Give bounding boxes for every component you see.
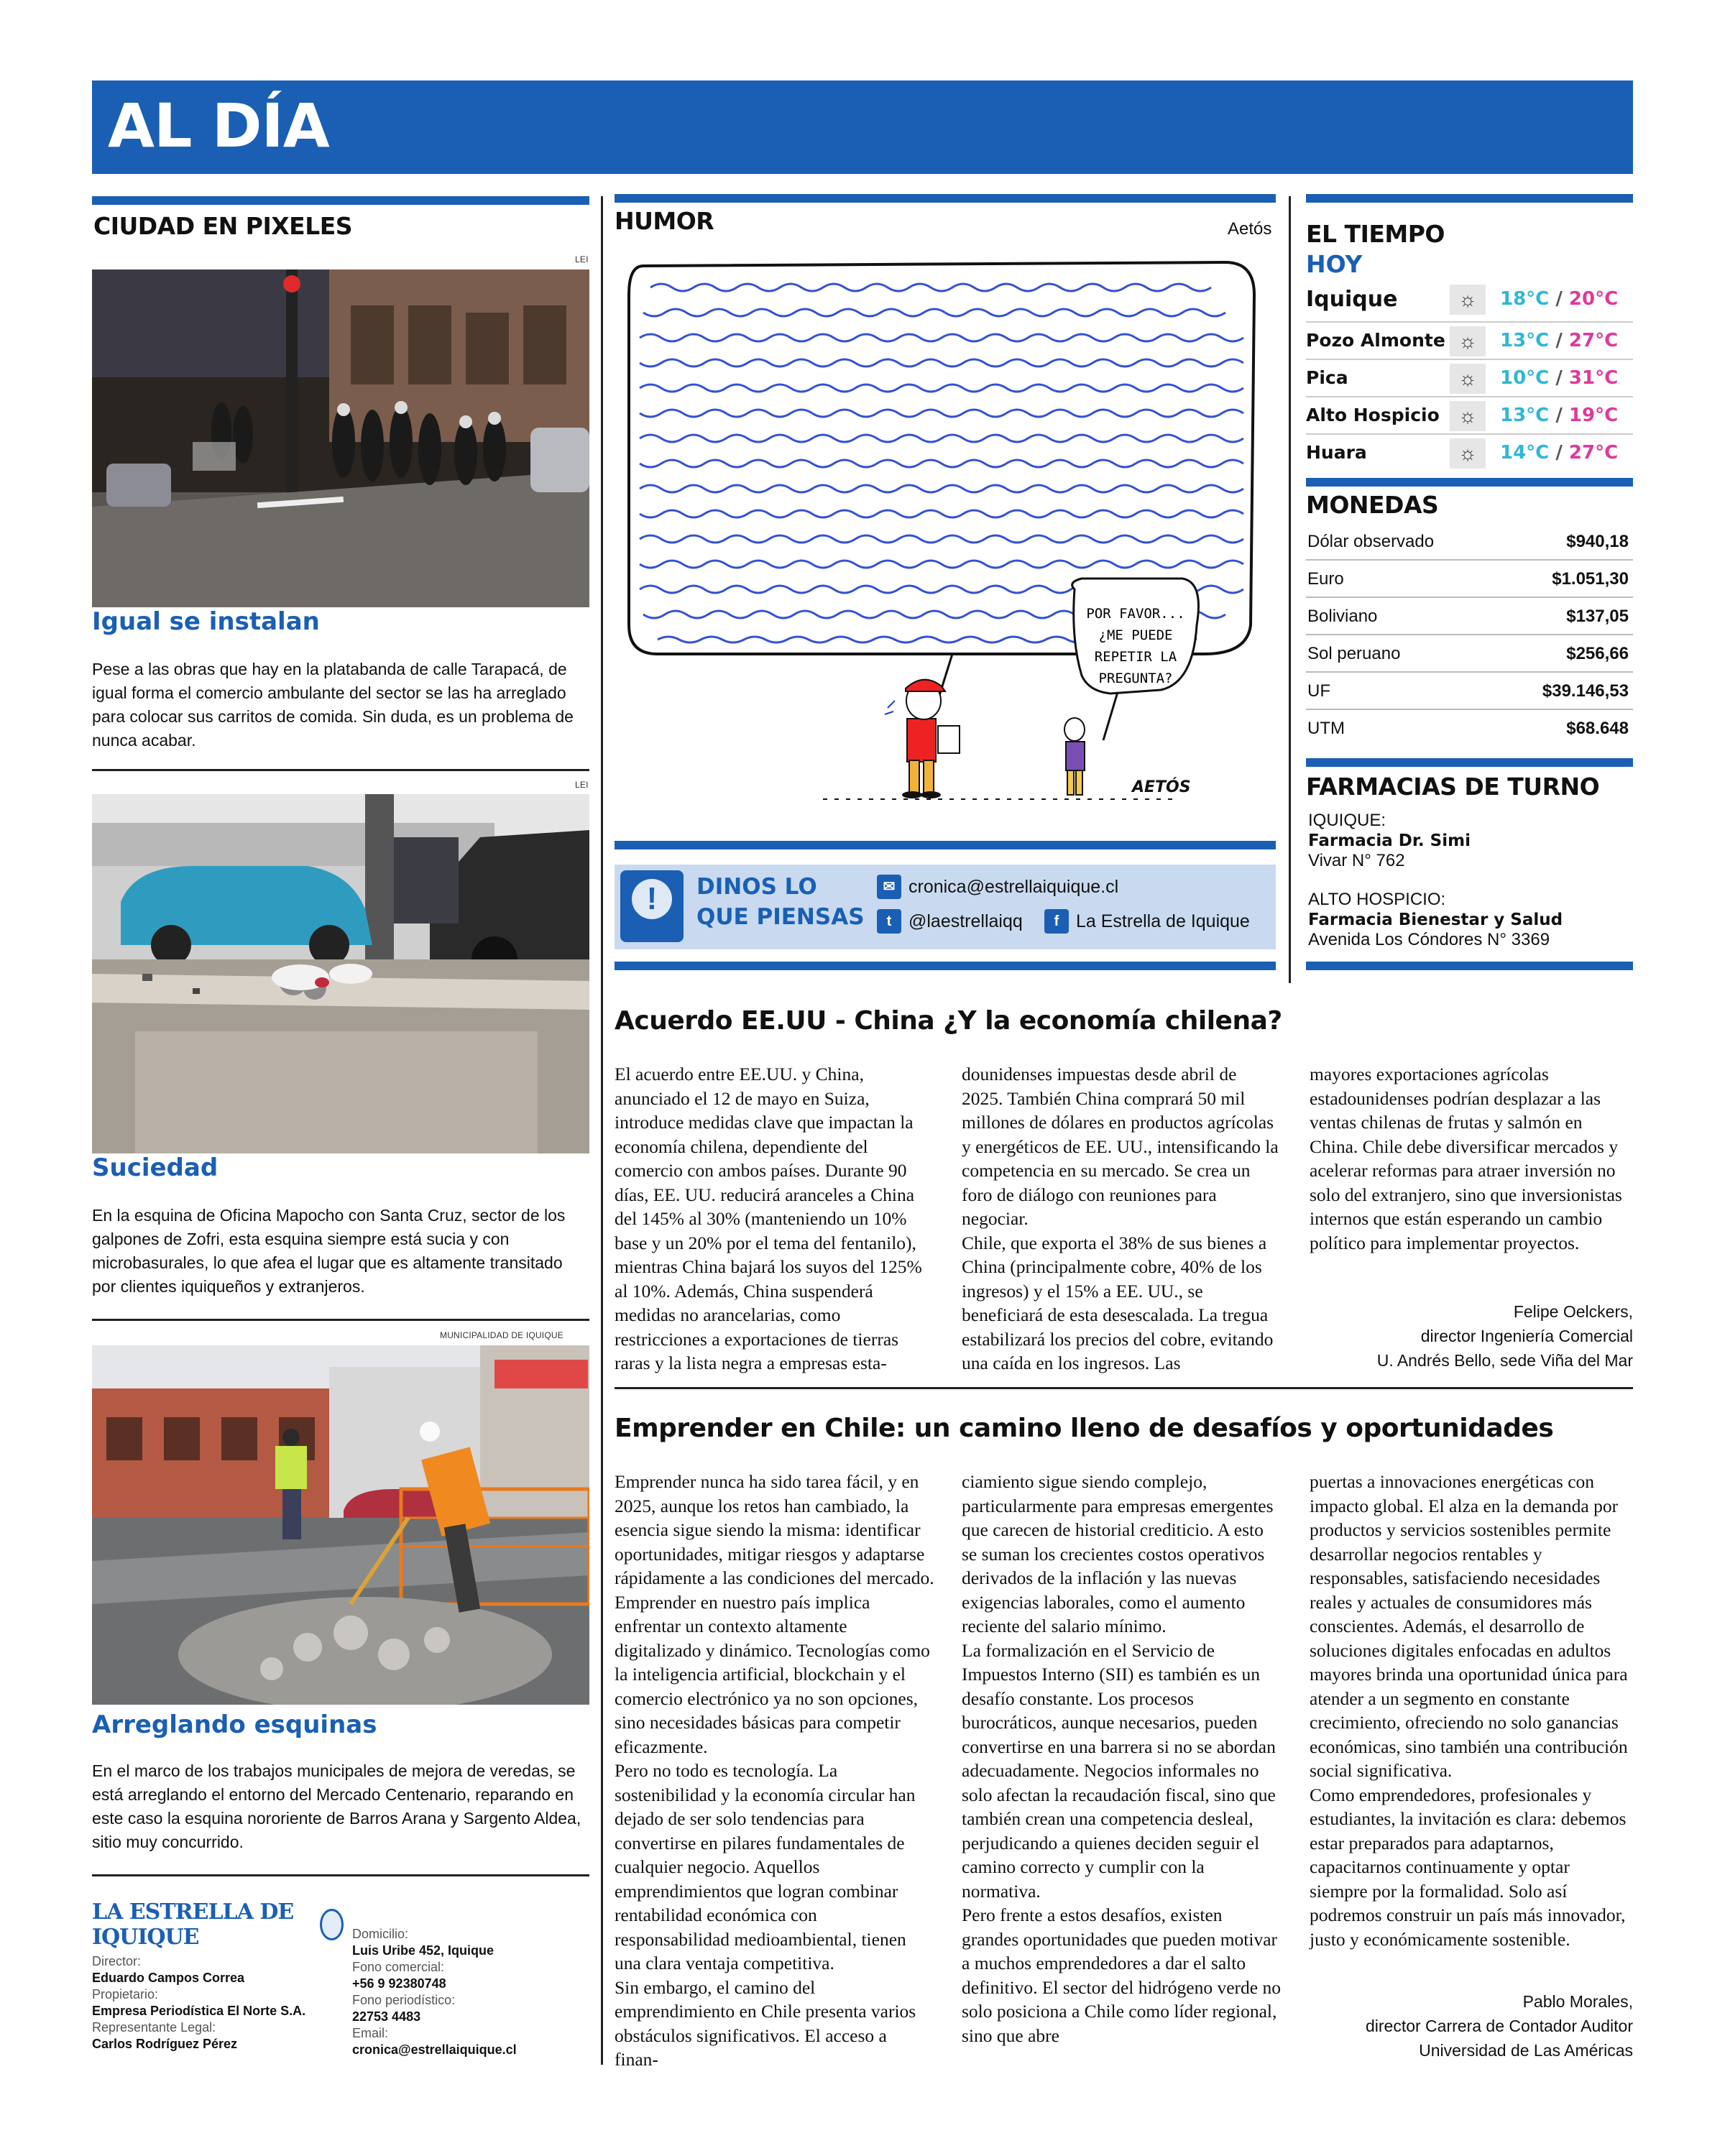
temp-separator: / (1555, 442, 1563, 464)
pharmacy-name: Farmacia Bienestar y Salud (1308, 911, 1563, 929)
seal-icon (320, 1909, 344, 1940)
contact-twitter-text[interactable]: @laestrellaiqq (908, 911, 1023, 931)
temp-separator: / (1555, 330, 1563, 351)
humor-title: HUMOR (615, 207, 714, 235)
contact-heading-line: DINOS LO (696, 874, 817, 900)
currency-row (1306, 561, 1633, 598)
temp-low: 14°C (1500, 442, 1550, 464)
temp-low: 18°C (1500, 288, 1550, 310)
signature-line: Felipe Oelckers, (1513, 1302, 1633, 1321)
temp-low: 13°C (1500, 405, 1550, 426)
exclamation-icon: ! (620, 870, 684, 942)
article-paragraph: La formalización en el Servicio de Impuestos Interno (SII) es también es un desafío constante. Los procesos burocráticos, aunque necesarios, pueden convertirse en una barrera si no se abordan adecuadamente. Negocios informales no solo afectan la recaudación fiscal, sino que también crean una competencia desleal, perjudicando a quienes deciden seguir el camino correcto y cumplir con la normativa. (962, 1639, 1276, 1902)
weather-temp (1500, 288, 1618, 310)
contact-facebook-text[interactable]: La Estrella de Iquique (1076, 911, 1250, 931)
pharmacy-address: Vivar N° 762 (1308, 851, 1405, 870)
pharmacy-name: Farmacia Dr. Simi (1308, 831, 1471, 850)
ciudad-title: CIUDAD EN PIXELES (93, 212, 353, 240)
sun-cloud-icon: ☼ (1450, 285, 1486, 315)
contact-facebook[interactable] (1044, 909, 1250, 934)
signature-line: Universidad de Las Américas (1419, 2041, 1633, 2060)
contact-heading-line: QUE PIENSAS (696, 904, 865, 930)
currency-row (1306, 673, 1633, 710)
weather-temp (1500, 405, 1618, 426)
currency-value: $1.051,30 (1552, 569, 1629, 589)
temp-high: 31°C (1568, 367, 1619, 389)
humor-author: Aetós (1228, 219, 1272, 239)
temp-low: 10°C (1500, 367, 1550, 389)
currency-name: UTM (1307, 719, 1345, 738)
weather-city: Pica (1306, 367, 1348, 388)
column-separator (601, 196, 603, 2065)
currency-name: Sol peruano (1307, 644, 1401, 663)
article-column (615, 1470, 934, 2072)
character-reporter (885, 680, 960, 798)
imprint-value: +56 9 92380748 (352, 1976, 446, 1991)
weather-temp (1500, 367, 1618, 389)
weather-row (1306, 399, 1633, 435)
article-signature (1310, 1299, 1633, 1373)
imprint-value: Luis Uribe 452, Iquique (352, 1943, 494, 1958)
caption-text: En el marco de los trabajos municipales de mejora de veredas, se está arreglando el entorno del Mercado Centenario, reparando en este caso la esquina nororiente de Barros Arana y Sargento Aldea, sitio muy concurrido. (92, 1761, 581, 1851)
imprint-label: Director: (92, 1954, 142, 1968)
temp-high: 27°C (1568, 330, 1619, 351)
contact-heading (696, 872, 865, 932)
signature-line: Pablo Morales, (1522, 1992, 1633, 2011)
weather-temp (1500, 442, 1618, 464)
currency-value: $68.648 (1566, 719, 1629, 738)
column-separator (1289, 196, 1291, 983)
weather-temp (1500, 330, 1618, 351)
farmacias-title: FARMACIAS DE TURNO (1306, 773, 1600, 801)
currency-row (1306, 710, 1633, 747)
imprint-label: Fono comercial: (352, 1960, 445, 1974)
section-title: AL DÍA (108, 91, 329, 161)
sun-cloud-icon: ☼ (1450, 438, 1486, 469)
section-rule (615, 962, 1276, 970)
pharmacy-entry (1308, 811, 1471, 871)
section-rule (615, 841, 1276, 849)
section-rule (1306, 962, 1633, 970)
speech-text: REPETIR LA (1094, 649, 1177, 665)
article-paragraph: Emprender nunca ha sido tarea fácil, y en 2025, aunque los retos han cambiado, la esencia sigue siendo la misma: identificar oportunidades, mitigar riesgos y adaptarse rápidamente a las condiciones del mercado. (615, 1471, 934, 1588)
pharmacy-entry (1308, 890, 1563, 950)
article-column (962, 1470, 1282, 2047)
imprint-value: Empresa Periodística El Norte S.A. (92, 2004, 306, 2018)
character-child (1064, 718, 1085, 795)
caption-text: Pese a las obras que hay en la platabanda de calle Tarapacá, de igual forma el comercio ambulante del sector se las ha arreglado para colocar sus carritos de comida. Sin duda, es un problema de nunca acabar. (92, 660, 574, 750)
divider (92, 769, 589, 771)
imprint-label: Email: (352, 2026, 389, 2040)
logo-text: LA ESTRELLA DE IQUIQUE (92, 1899, 294, 1950)
humor-cartoon (615, 252, 1276, 826)
pharmacy-city: IQUIQUE: (1308, 811, 1386, 830)
photo-sidewalk-repair (92, 1345, 589, 1705)
imprint-value: Carlos Rodríguez Pérez (92, 2037, 238, 2051)
article-headline: Acuerdo EE.UU - China ¿Y la economía chilena? (615, 1006, 1282, 1036)
signature-line: director Carrera de Contador Auditor (1365, 2017, 1633, 2035)
temp-low: 13°C (1500, 330, 1550, 351)
divider (92, 1874, 589, 1876)
photo-street-vendors (92, 270, 589, 607)
caption-title: Suciedad (92, 1153, 218, 1182)
section-rule (92, 196, 589, 205)
imprint-right (352, 1926, 517, 2058)
weather-row (1306, 436, 1633, 472)
article-paragraph: Pero no todo es tecnología. La sostenibilidad y la economía circular han dejado de ser solo tendencias para convertirse en pilares fundamentales de cualquier negocio. Aquellos emprendimientos que logran combinar rentabilidad económica con responsabilidad medioambiental, tienen una clara ventaja competitiva. (615, 1760, 916, 1973)
tiempo-subtitle: HOY (1306, 250, 1363, 278)
photo-credit: MUNICIPALIDAD DE IQUIQUE (440, 1330, 564, 1340)
section-rule (1306, 758, 1633, 767)
monedas-title: MONEDAS (1306, 491, 1439, 519)
temp-separator: / (1555, 367, 1563, 389)
currency-name: Euro (1307, 569, 1344, 589)
contact-email[interactable] (877, 875, 1118, 899)
weather-row (1306, 361, 1633, 397)
contact-email-text[interactable]: cronica@estrellaiquique.cl (908, 876, 1119, 897)
photo-credit: LEI (575, 780, 589, 790)
contact-twitter[interactable] (877, 909, 1023, 934)
weather-city: Huara (1306, 442, 1367, 463)
imprint-value: 22753 4483 (352, 2009, 421, 2024)
article-column (1310, 1470, 1629, 1951)
currency-row (1306, 598, 1633, 635)
caption-title: Igual se instalan (92, 607, 320, 636)
pharmacy-city: ALTO HOSPICIO: (1308, 890, 1446, 909)
temp-separator: / (1555, 288, 1563, 310)
article-paragraph: Sin embargo, el camino del emprendimiento en Chile presenta varios obstáculos significativos. El acceso a finan- (615, 1976, 916, 2070)
sun-cloud-icon: ☼ (1450, 326, 1486, 356)
article-paragraph: Emprender en nuestro país implica enfrentar un contexto altamente digitalizado y dinámico. Tecnologías como la inteligencia artificial, blockchain y el comercio electrónico ya no son opciones, sino necesidades básicas para competir eficazmente. (615, 1591, 930, 1757)
section-rule (1306, 478, 1633, 487)
article-paragraph: El acuerdo entre EE.UU. y China, anunciado el 12 de mayo en Suiza, introduce medidas clave que impactan la economía chilena, dependiente del comercio con ambos países. Durante 90 días, EE. UU. reducirá aranceles a China del 145% al 30% (manteniendo un 10% base y un 20% por el tema del fentanilo), mientras China bajará los suyos del 125% al 10%. Además, China suspenderá medidas no arancelarias, como restricciones a exportaciones de tierras raras y la lista negra a empresas esta- (615, 1064, 922, 1373)
caption-text: En la esquina de Oficina Mapocho con Santa Cruz, sector de los galpones de Zofri, esta esquina siempre está sucia y con microbasurales, lo que afea el lugar que es altamente transitado por clientes iquiqueños y extranjeros. (92, 1206, 566, 1296)
currency-name: Dólar observado (1307, 532, 1435, 551)
temp-separator: / (1555, 405, 1563, 426)
weather-city: Pozo Almonte (1306, 330, 1445, 351)
article-column (962, 1062, 1282, 1376)
imprint-left (92, 1953, 305, 2053)
temp-high: 27°C (1568, 442, 1619, 464)
article-paragraph: ciamiento sigue siendo complejo, particularmente para empresas emergentes que carecen de historial crediticio. A esto se suman los crecientes costos operativos derivados de la inflación y las nuevas exigencias laborales, como el aumento reciente del salario mínimo. (962, 1471, 1274, 1636)
currency-name: UF (1307, 681, 1330, 701)
currency-row (1306, 635, 1633, 673)
article-headline: Emprender en Chile: un camino lleno de desafíos y oportunidades (615, 1414, 1554, 1443)
article-column (615, 1062, 934, 1376)
imprint-label: Propietario: (92, 1987, 159, 2001)
currency-value: $940,18 (1566, 532, 1629, 551)
weather-city: Alto Hospicio (1306, 405, 1440, 425)
article-paragraph: dounidenses impuestas desde abril de 2025. También China comprará 50 mil millones de dólares en productos agrícolas y energéticos de EE. UU., intensificando la competencia en su mercado. Se crea un foro de diálogo con reuniones para negociar. (962, 1064, 1279, 1229)
article-paragraph: mayores exportaciones agrícolas estadounidenses podrían desplazar a las ventas chilenas de frutas y salmón en China. Chile debe diversificar mercados y acelerar reformas para atraer inversión no solo del extranjero, sino que inversionistas internos que están esperando un cambio político para implementar proyectos. (1310, 1064, 1622, 1253)
contact-box (615, 865, 1276, 949)
section-rule (1306, 194, 1633, 203)
temp-high: 19°C (1568, 405, 1619, 426)
section-banner (92, 80, 1633, 174)
imprint-label: Fono periodístico: (352, 1993, 456, 2007)
article-paragraph: Pero frente a estos desafíos, existen grandes oportunidades que pueden motivar a muchos emprendedores a dar el salto definitivo. El sector del hidrógeno verde no solo posiciona a Chile como líder regional, sino que abre (962, 1904, 1281, 2046)
divider (92, 1319, 589, 1321)
caption-title: Arreglando esquinas (92, 1710, 377, 1739)
email-icon: ✉ (877, 875, 901, 899)
divider (615, 1387, 1633, 1389)
currency-value: $256,66 (1566, 644, 1629, 663)
imprint-label: Representante Legal: (92, 2020, 216, 2035)
newspaper-logo (92, 1899, 344, 1950)
pharmacy-address: Avenida Los Cóndores N° 3369 (1308, 930, 1550, 949)
imprint-value: Eduardo Campos Correa (92, 1971, 245, 1985)
article-paragraph: puertas a innovaciones energéticas con impacto global. El alza en la demanda por productos y servicios sostenibles permite desarrollar negocios rentables y responsables, satisfaciendo necesidades reales y actuales de consumidores más conscientes. Además, el desarrollo de soluciones digitales enfocadas en adultos mayores brinda una oportunidad única para atender a un segmento en constante crecimiento, ofreciendo no solo ganancias económicas, sino también una contribución social significativa. (1310, 1471, 1628, 1781)
sun-cloud-icon: ☼ (1450, 401, 1486, 431)
temp-high: 20°C (1568, 288, 1619, 310)
photo-credit: LEI (575, 254, 589, 264)
article-signature (1310, 1989, 1633, 2063)
currency-name: Boliviano (1307, 607, 1378, 626)
imprint-label: Domicilio: (352, 1927, 409, 1941)
weather-city: Iquique (1306, 287, 1398, 312)
twitter-icon: t (877, 909, 901, 934)
signature-line: director Ingeniería Comercial (1420, 1327, 1633, 1345)
currency-row (1306, 523, 1633, 561)
cartoon-signature: AETÓS (1132, 778, 1191, 796)
weather-row (1306, 324, 1633, 360)
sun-icon: ☼ (1450, 364, 1486, 394)
weather-row (1306, 282, 1633, 323)
imprint-email[interactable]: cronica@estrellaiquique.cl (352, 2042, 517, 2057)
speech-text: PREGUNTA? (1098, 671, 1173, 686)
section-rule (615, 194, 1276, 203)
currency-value: $39.146,53 (1542, 681, 1629, 701)
signature-line: U. Andrés Bello, sede Viña del Mar (1376, 1351, 1633, 1370)
tiempo-title: EL TIEMPO (1306, 220, 1445, 248)
photo-dirty-corner (92, 794, 589, 1153)
facebook-icon: f (1044, 909, 1069, 934)
speech-text: ¿ME PUEDE (1098, 627, 1173, 643)
article-paragraph: Chile, que exporta el 38% de sus bienes a China (principalmente cobre, 40% de los ingresos) y el 15% a EE. UU., se beneficiará de esta desescalada. La tregua estabilizará los precios del cobre, evitando una caída en los ingresos. Las (962, 1232, 1274, 1373)
speech-text: POR FAVOR... (1086, 606, 1185, 622)
article-column (1310, 1062, 1629, 1255)
currency-value: $137,05 (1566, 607, 1629, 626)
article-paragraph: Como emprendedores, profesionales y estudiantes, la invitación es clara: debemos estar preparados para adaptarnos, capacitarnos continuamente y optar siempre por la formalidad. Solo así podremos construir un país más innovador, justo y económicamente sostenible. (1310, 1784, 1627, 1950)
